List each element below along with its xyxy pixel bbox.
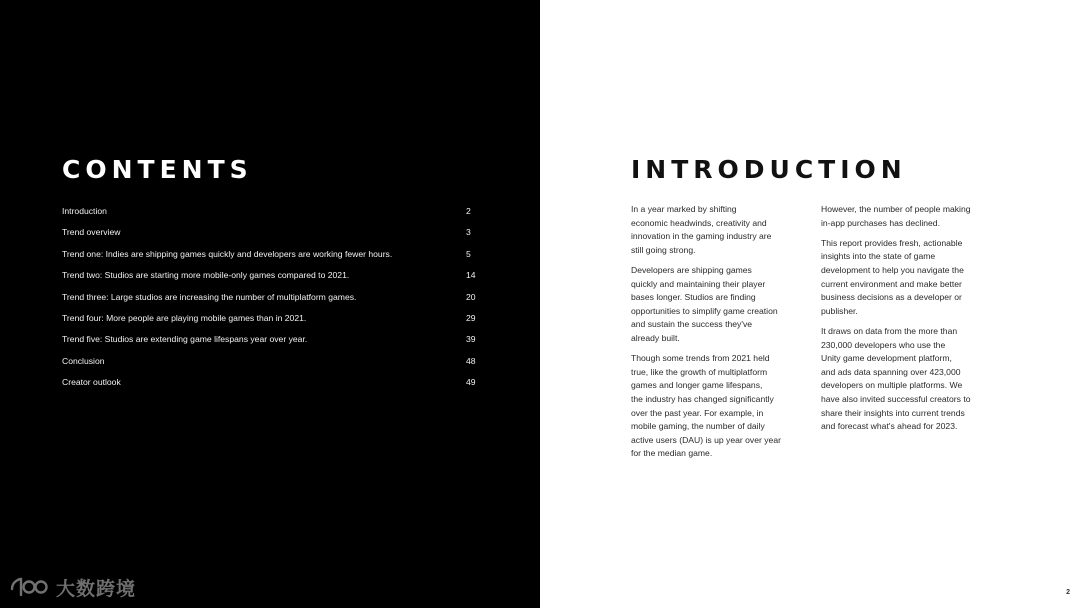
toc-item[interactable]: [62, 265, 478, 286]
intro-line: publisher.: [821, 305, 858, 316]
toc-item-page: 2: [466, 206, 471, 216]
intro-line: the industry has changed significantly: [631, 393, 774, 404]
toc-item-title: Trend three: Large studios are increasing the number of multiplatform games.: [62, 291, 357, 302]
toc-item[interactable]: [62, 329, 478, 350]
intro-line: Unity game development platform,: [821, 353, 952, 364]
toc-item[interactable]: [62, 351, 478, 372]
intro-line: opportunities to simplify game creation: [631, 305, 778, 316]
intro-paragraph: [631, 203, 781, 257]
intro-line: 230,000 developers who use the: [821, 339, 946, 350]
brand-logo-icon: [10, 575, 50, 599]
intro-paragraph: [631, 352, 781, 461]
toc-item-page: 5: [466, 248, 471, 259]
intro-paragraph: [821, 237, 971, 319]
intro-line: share their insights into current trends: [821, 407, 965, 418]
page-number: 2: [1066, 589, 1070, 596]
intro-line: current environment and make better: [821, 278, 962, 289]
intro-line: in-app purchases has declined.: [821, 217, 940, 228]
watermark-text: 大数跨境: [56, 578, 137, 600]
intro-line: already built.: [631, 332, 680, 343]
intro-line: bases longer. Studios are finding: [631, 292, 756, 303]
watermark: [10, 573, 136, 601]
toc-item[interactable]: [62, 372, 478, 393]
toc-item-page: 48: [466, 355, 476, 366]
introduction-heading: INTRODUCTION: [631, 155, 907, 184]
table-of-contents: [62, 201, 478, 394]
intro-paragraph: [631, 264, 781, 346]
intro-line: innovation in the gaming industry are: [631, 231, 772, 242]
toc-item-title: Trend four: More people are playing mobile games than in 2021.: [62, 312, 307, 323]
intro-line: It draws on data from the more than: [821, 325, 958, 336]
toc-item-page: 29: [466, 312, 476, 323]
introduction-panel: [540, 0, 1080, 608]
toc-item-page: 39: [466, 334, 476, 345]
intro-line: games and longer game lifespans,: [631, 380, 763, 391]
intro-line: However, the number of people making: [821, 204, 971, 214]
toc-item-page: 3: [466, 227, 471, 238]
intro-line: business decisions as a developer or: [821, 292, 962, 303]
intro-line: for the median game.: [631, 448, 713, 459]
toc-item-page: 49: [466, 377, 476, 388]
toc-item[interactable]: [62, 308, 478, 329]
intro-line: true, like the growth of multiplatform: [631, 366, 768, 377]
intro-column-1: [631, 203, 781, 467]
intro-line: and sustain the success they've: [631, 319, 753, 330]
intro-line: still going strong.: [631, 244, 696, 255]
intro-line: and ads data spanning over 423,000: [821, 366, 961, 377]
toc-item-title: Creator outlook: [62, 377, 121, 388]
intro-paragraph: [821, 203, 971, 230]
toc-item-title: Introduction: [62, 206, 107, 216]
intro-line: mobile gaming, the number of daily: [631, 421, 765, 432]
toc-item[interactable]: [62, 222, 478, 243]
toc-item-title: Trend five: Studios are extending game lifespans year over year.: [62, 334, 308, 345]
intro-line: Developers are shipping games: [631, 264, 752, 275]
intro-line: and forecast what's ahead for 2023.: [821, 421, 958, 432]
intro-line: Though some trends from 2021 held: [631, 353, 770, 364]
toc-item[interactable]: [62, 201, 478, 222]
toc-item-title: Trend one: Indies are shipping games quickly and developers are working fewer hours.: [62, 248, 393, 259]
intro-line: active users (DAU) is up year over year: [631, 434, 781, 445]
intro-line: quickly and maintaining their player: [631, 278, 766, 289]
toc-item-page: 20: [466, 291, 476, 302]
intro-line: insights into the state of game: [821, 251, 936, 262]
intro-paragraph: [821, 325, 971, 434]
intro-line: over the past year. For example, in: [631, 407, 764, 418]
intro-line: In a year marked by shifting: [631, 204, 737, 214]
intro-line: This report provides fresh, actionable: [821, 237, 963, 248]
toc-item-title: Trend overview: [62, 227, 121, 238]
toc-item-title: Conclusion: [62, 355, 105, 366]
intro-line: economic headwinds, creativity and: [631, 217, 767, 228]
toc-item[interactable]: [62, 244, 478, 265]
toc-item-page: 14: [466, 270, 476, 281]
contents-heading: CONTENTS: [62, 155, 253, 184]
toc-item-title: Trend two: Studios are starting more mobile-only games compared to 2021.: [62, 270, 350, 281]
toc-item[interactable]: [62, 287, 478, 308]
intro-line: have also invited successful creators to: [821, 393, 971, 404]
intro-column-2: [821, 203, 971, 440]
intro-line: developers on multiple platforms. We: [821, 380, 963, 391]
intro-line: development to help you navigate the: [821, 264, 964, 275]
